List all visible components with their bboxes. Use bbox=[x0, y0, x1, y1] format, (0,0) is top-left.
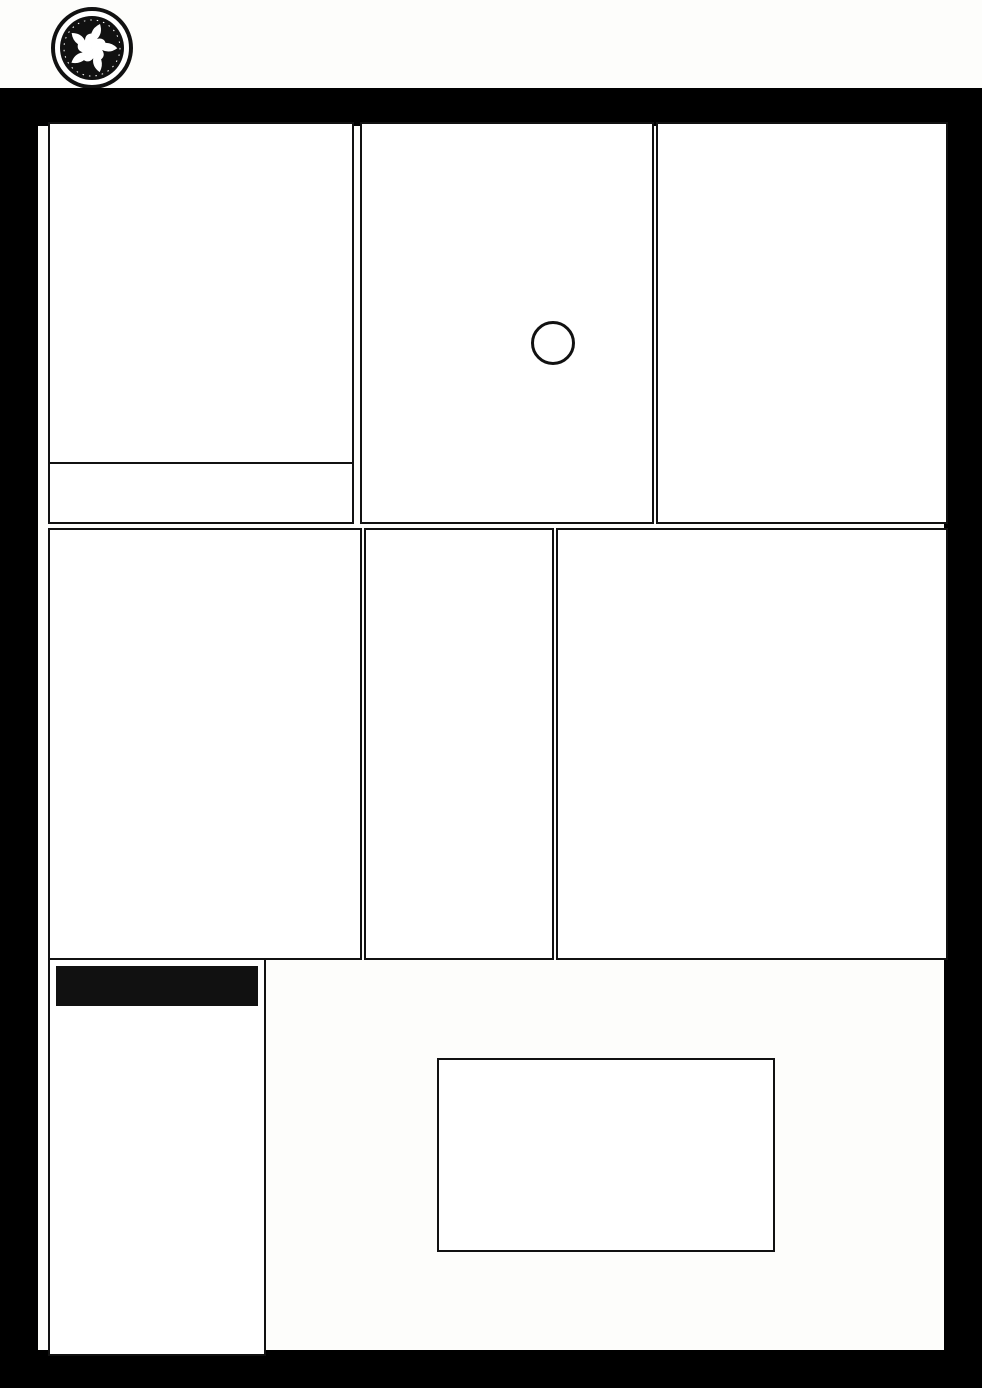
junk-ship-illustration bbox=[105, 146, 301, 424]
fortune-god-illustration bbox=[390, 176, 624, 472]
border-strip-right bbox=[944, 88, 982, 1388]
border-strip-left bbox=[0, 88, 38, 1388]
poem-box bbox=[437, 1058, 775, 1252]
joke-text bbox=[574, 584, 932, 626]
fairy-illustration bbox=[664, 196, 938, 322]
solar-terms-box bbox=[48, 528, 362, 960]
essay-text bbox=[374, 542, 544, 946]
deity-inline-number bbox=[531, 321, 575, 365]
ship-box bbox=[48, 122, 354, 524]
border-strip-top bbox=[0, 88, 982, 126]
draw-box-title bbox=[56, 966, 258, 1006]
essay-box bbox=[364, 528, 554, 960]
solar-terms-dial-illustration bbox=[96, 592, 320, 816]
joke-box bbox=[556, 528, 948, 960]
fairy-box bbox=[656, 122, 948, 524]
divider bbox=[50, 462, 352, 464]
lottery-machine-illustration bbox=[64, 1010, 240, 1262]
draw-box bbox=[48, 958, 266, 1356]
hongkong-bauhinia-emblem bbox=[50, 6, 134, 90]
deity-box bbox=[360, 122, 654, 524]
